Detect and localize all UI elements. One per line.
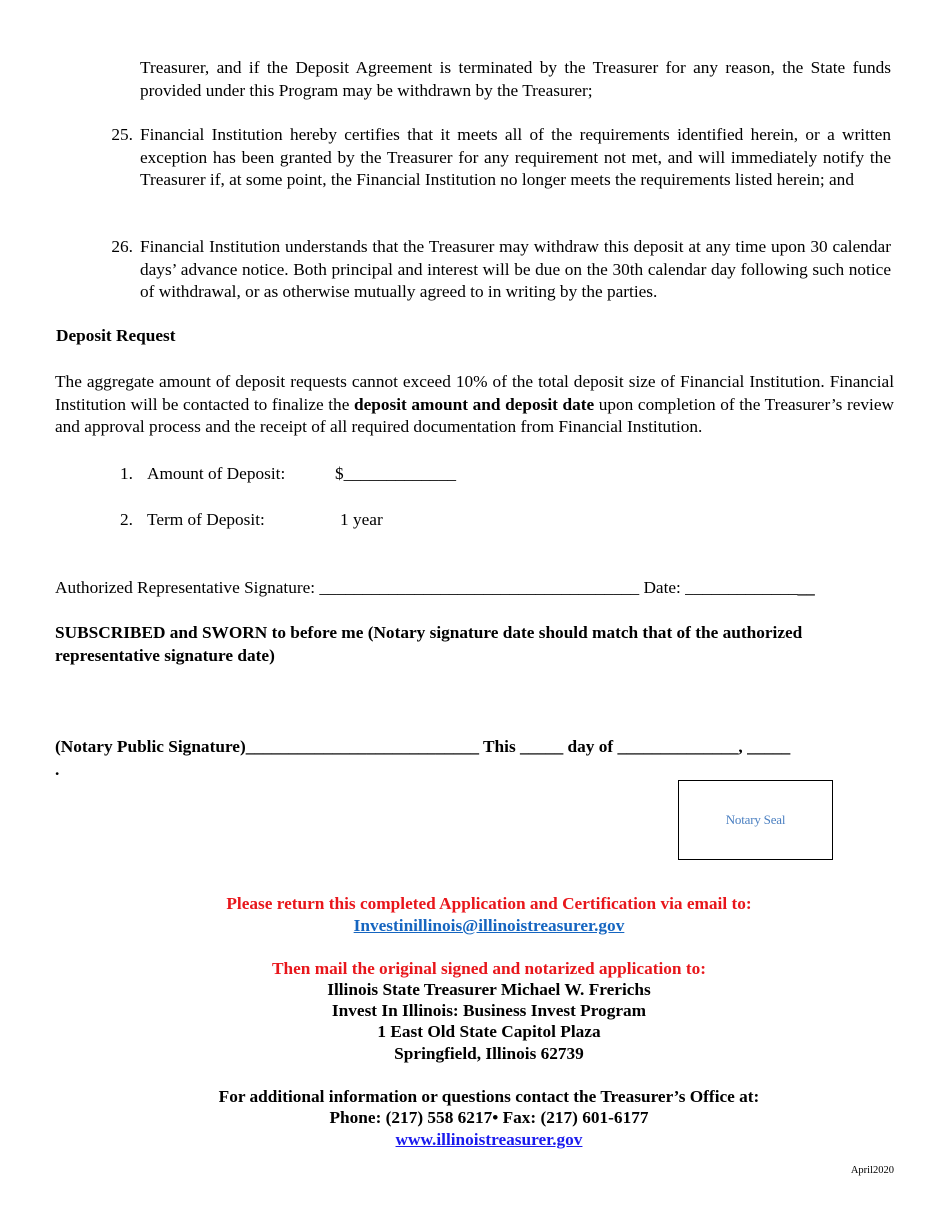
footer-date: April2020 [850,1165,894,1176]
item-25-text: Financial Institution hereby certifies that it meets all of the requirements identified herein, or a written exception has been granted by the Treasurer for any requirement not met, and will immediately notify the Treasurer if, at some point, the Financial Institution no longer meets the requirements listed herein; and [140,125,891,189]
signature-line-text: Authorized Representative Signature: _____________________________________ Date: _____________ [55,578,798,597]
address-line: Invest In Illinois: Business Invest Program [331,1001,647,1020]
item-26-number: 26. [111,237,133,256]
notary-signature-line[interactable]: (Notary Public Signature)___________________________ This _____ day of ______________, _____ [55,737,791,756]
field-2-number: 2. [120,510,133,529]
sworn-statement: SUBSCRIBED and SWORN to before me (Notary signature date should match that of the authorized representative signature date) [55,623,803,665]
field-1-number: 1. [120,464,133,483]
contact-heading: For additional information or questions contact the Treasurer’s Office at: [218,1087,760,1106]
term-of-deposit-label: Term of Deposit: [147,510,265,529]
address-line: Springfield, Illinois 62739 [394,1044,584,1063]
notary-seal-box [678,780,833,860]
notary-dot: . [55,760,60,779]
contact-phone-fax: Phone: (217) 558 6217• Fax: (217) 601-6177 [329,1108,649,1127]
amount-of-deposit-field[interactable]: $_____________ [335,464,456,483]
deposit-para-bold: deposit amount and deposit date [353,394,595,414]
email-link[interactable]: Investinillinois@illinoistreasurer.gov [353,916,625,935]
email-instruction: Please return this completed Application and Certification via email to: [226,894,752,913]
website-link-row [0,1129,950,1152]
amount-of-deposit-label: Amount of Deposit: [147,464,286,483]
address-line: Illinois State Treasurer Michael W. Frerichs [327,980,651,999]
signature-line-tail: __ [797,578,815,597]
address-line: 1 East Old State Capitol Plaza [377,1022,601,1041]
item-25-number: 25. [111,125,133,144]
authorized-signature-line[interactable] [55,577,815,600]
deposit-para-part1: The aggregate amount of deposit requests cannot exceed 10% of the total deposit size of Financial Institution. Financial Institution will be contacted to finalize the [55,372,894,414]
email-link-row [0,915,950,938]
deposit-request-heading: Deposit Request [56,326,176,345]
deposit-para-part2: upon completion of the Treasurer’s review and approval process and the receipt of all required documentation from Financial Institution. [55,394,895,436]
mail-instruction: Then mail the original signed and notarized application to: [272,959,706,978]
term-of-deposit-value: 1 year [340,510,383,529]
deposit-request-paragraph [55,371,894,439]
notary-seal-label: Notary Seal [725,811,786,827]
item-26-text: Financial Institution understands that the Treasurer may withdraw this deposit at any time upon 30 calendar days’ advance notice. Both principal and interest will be due on the 30th calendar day following such notice of withdrawal, or as otherwise mutually agreed to in writing by the parties. [140,237,891,301]
website-link[interactable]: www.illinoistreasurer.gov [395,1130,583,1149]
continuation-paragraph: Treasurer, and if the Deposit Agreement is terminated by the Treasurer for any reason, the State funds provided under this Program may be withdrawn by the Treasurer; [140,58,891,100]
